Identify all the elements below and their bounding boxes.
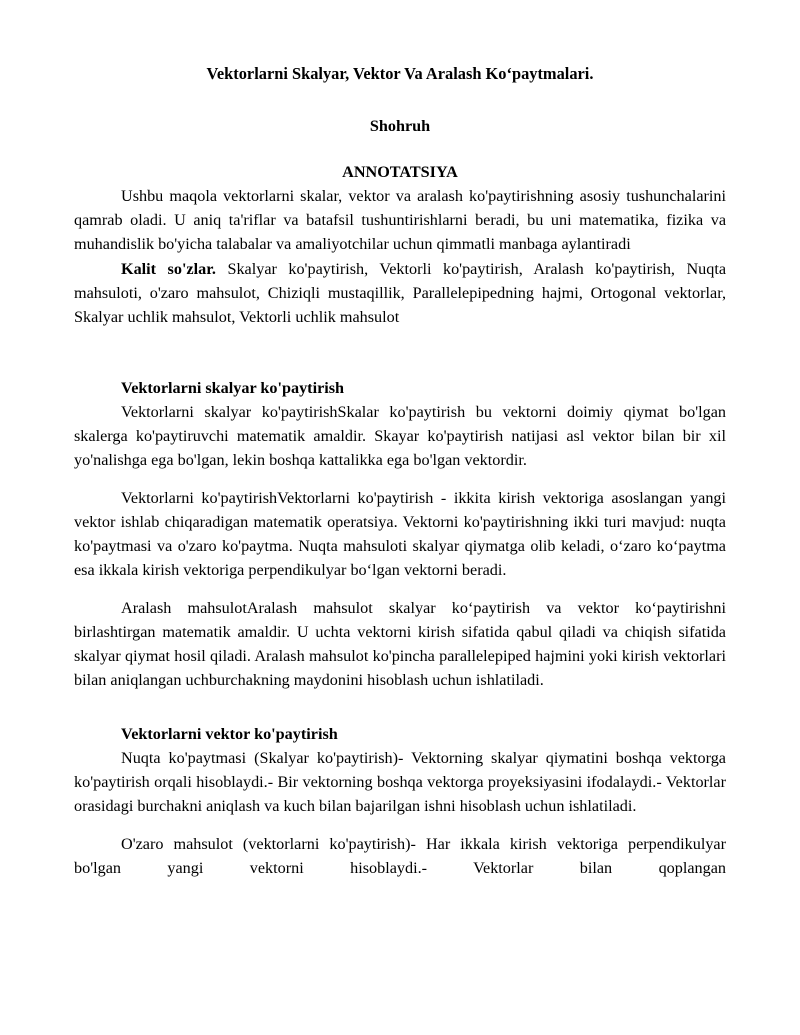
annotation-heading: ANNOTATSIYA (342, 163, 458, 181)
section1-paragraph-3: Aralash mahsulotAralash mahsulot skalyar koʻpaytirish va vektor koʻpaytirishni birlashtirgan matematik amaldir. U uchta vektorni kirish sifatida qabul qiladi va chiqish sifatida skalyar qiymat hosil qiladi. Aralash mahsulot ko'pincha parallelepiped hajmini yoki kirish vektorlari bilan aniqlangan uchburchakning maydonini hisoblash uchun ishlatiladi. (74, 599, 726, 689)
keywords-label: Kalit so'zlar. (121, 260, 216, 278)
document-page (74, 62, 726, 880)
keywords-paragraph (74, 257, 726, 329)
section2-paragraph-1: Nuqta ko'paytmasi (Skalyar ko'paytirish)- Vektorning skalyar qiymatini boshqa vektorga ko'paytirish orqali hisoblaydi.- Bir vektorning boshqa vektorga proyeksiyasini ifodalaydi.- Vektorlar orasidagi burchakni aniqlash va kuch bilan bajarilgan ishni hisoblash uchun ishlatiladi. (74, 749, 726, 815)
annotation-paragraph: Ushbu maqola vektorlarni skalar, vektor va aralash ko'paytirishning asosiy tushunchalarini qamrab oladi. U aniq ta'riflar va batafsil tushuntirishlarni beradi, bu uni matematika, fizika va muhandislik bo'yicha talabalar va amaliyotchilar uchun qimmatli manbaga aylantiradi (74, 187, 726, 253)
document-author: Shohruh (369, 117, 431, 135)
section-heading-vector: Vektorlarni vektor ko'paytirish (121, 725, 338, 743)
document-title: Vektorlarni Skalyar, Vektor Va Aralash Koʻpaytmalari. (206, 64, 594, 83)
section1-paragraph-1: Vektorlarni skalyar ko'paytirishSkalar ko'paytirish bu vektorni doimiy qiymat bo'lgan skalerga ko'paytiruvchi matematik amaldir. Skayar ko'paytirish natijasi asl vektor bilan bir xil yo'nalishga ega bo'lgan, lekin boshqa kattalikka ega bo'lgan vektordir. (74, 403, 726, 469)
keywords-text: Skalyar ko'paytirish, Vektorli ko'paytirish, Aralash ko'paytirish, Nuqta mahsuloti, o'zaro mahsulot, Chiziqli mustaqillik, Parallelepipedning hajmi, Ortogonal vektorlar, Skalyar uchlik mahsulot, Vektorli uchlik mahsulot (74, 260, 727, 326)
section-heading-scalar: Vektorlarni skalyar ko'paytirish (121, 379, 345, 397)
section1-paragraph-2: Vektorlarni ko'paytirishVektorlarni ko'paytirish - ikkita kirish vektoriga asoslangan yangi vektor ishlab chiqaradigan matematik operatsiya. Vektorni ko'paytirishning ikki turi mavjud: nuqta ko'paytmasi va o'zaro ko'paytma. Nuqta mahsuloti skalyar qiymatga olib keladi, oʻzaro koʻpaytma esa ikkala kirish vektoriga perpendikulyar boʻlgan vektorni beradi. (74, 489, 726, 579)
section2-paragraph-2: O'zaro mahsulot (vektorlarni ko'paytirish)- Har ikkala kirish vektoriga perpendikulyar bo'lgan yangi vektorni hisoblaydi.- Vektorlar bilan qoplangan (74, 835, 726, 877)
